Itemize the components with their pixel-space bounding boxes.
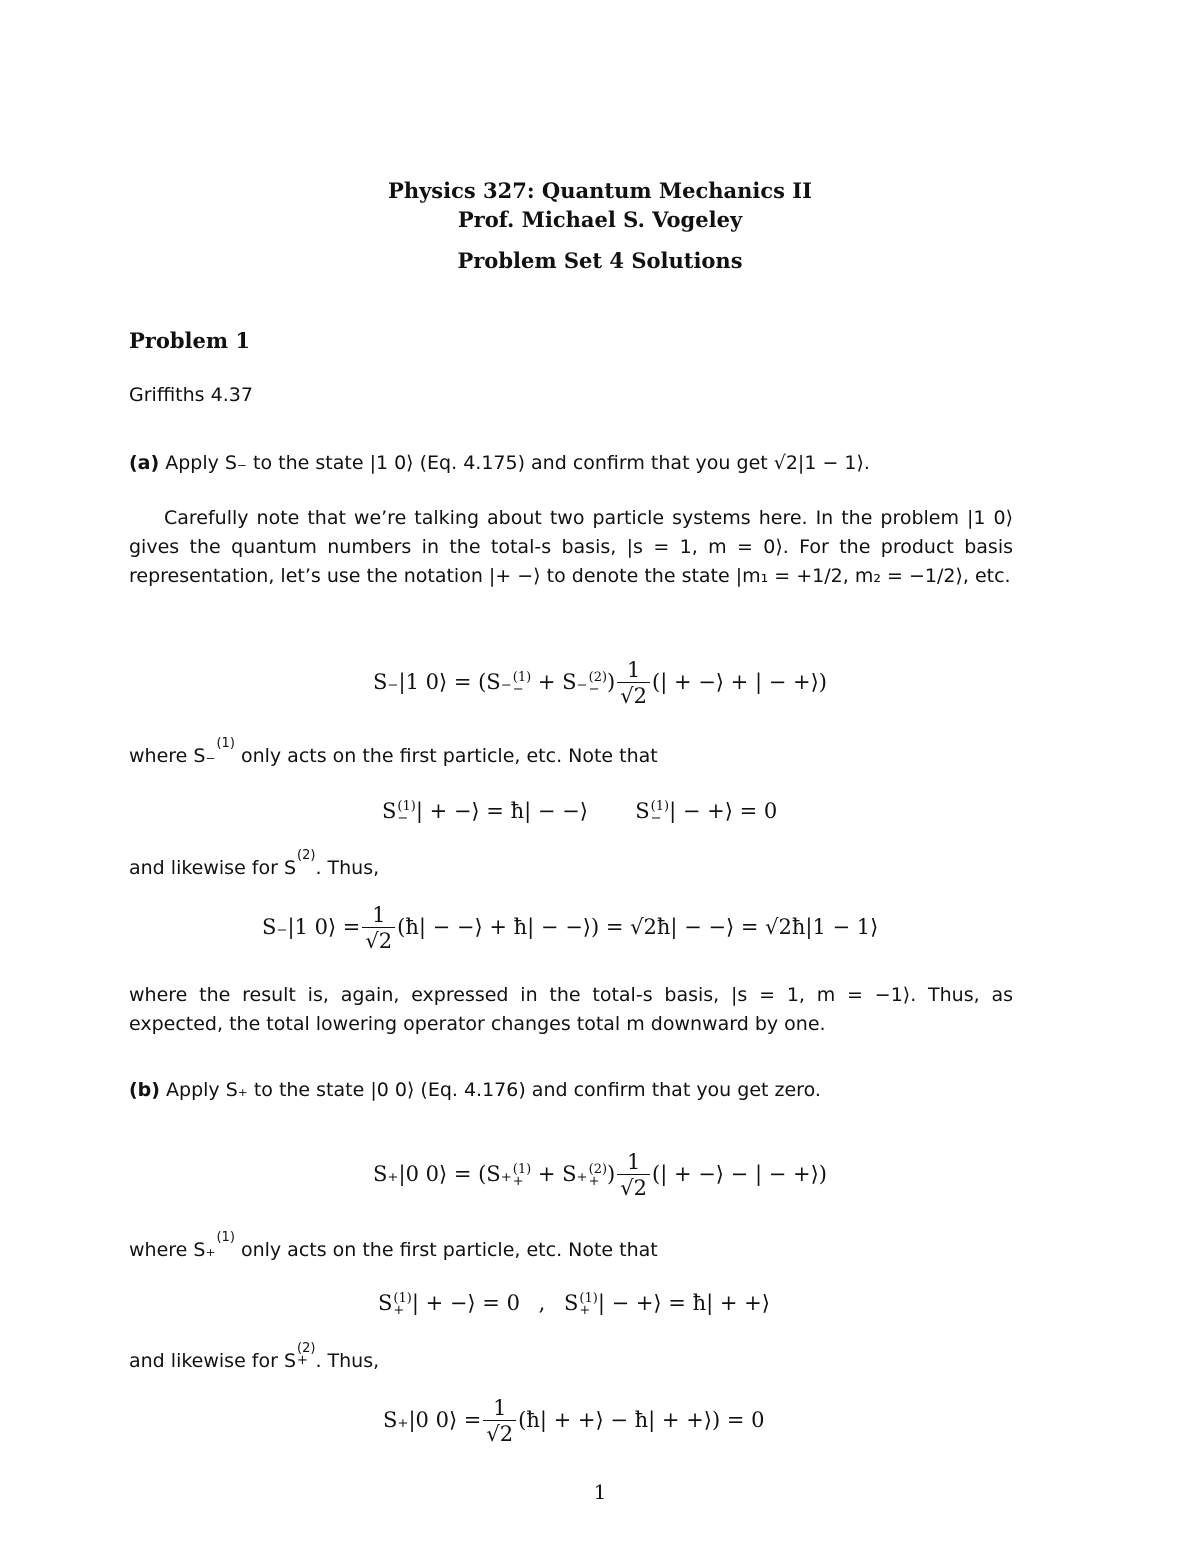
eq-b1-sub-1: + (512, 1173, 524, 1189)
part-b-likewise (129, 1341, 380, 1376)
eq-b1-fraction (617, 1150, 650, 1201)
eq-a1-sub-2: − (588, 681, 600, 697)
eq-a2-s1: S (382, 799, 397, 823)
part-a-paragraph: Carefully note that we’re talking about two particle systems here. In the problem |1 0⟩ gives the quantum numbers in the total-s basis, |s = 1, m = 0⟩. For the product basis representation, let’s use the notation |+ −⟩ to denote the state |m₁ = +1/2, m₂ = −1/2⟩, etc. (129, 507, 1013, 587)
part-a-equation-2 (382, 799, 777, 825)
where-b-supsub (216, 1232, 234, 1244)
likewise-b-sup: (2) (297, 1341, 316, 1356)
eq-a2-term-b: | − +⟩ = 0 (669, 799, 778, 823)
eq-a1-sup-2: (2) (588, 669, 608, 685)
part-b-where-line (129, 1230, 658, 1265)
document-title: Problem Set 4 Solutions (457, 248, 743, 273)
eq-b3-rhs: (ħ| + +⟩ − ħ| + +⟩) = 0 (518, 1408, 765, 1432)
where-b-sup: (1) (216, 1230, 235, 1245)
part-a-prompt-text: Apply S₋ to the state |1 0⟩ (Eq. 4.175) and confirm that you get √2|1 − 1⟩. (165, 452, 870, 474)
eq-b1-plus: + S₊ (531, 1162, 588, 1186)
eq-b2-sub-1: + (393, 1302, 405, 1318)
fraction-denominator: √2 (617, 682, 650, 709)
eq-a1-close: ) (607, 670, 616, 694)
eq-b1-supsub-2 (588, 1161, 608, 1189)
part-a-result: where the result is, again, expressed in the total-s basis, |s = 1, m = −1⟩. Thus, as expected, the total lowering operator changes total m downward by one. (129, 984, 1013, 1035)
eq-a2-supsub-2 (650, 798, 670, 826)
eq-a1-sup-1: (1) (512, 669, 532, 685)
eq-a1-lhs: S₋|1 0⟩ = (S₋ (373, 670, 512, 694)
page-number: 1 (593, 1480, 607, 1504)
eq-a1-fraction (617, 658, 650, 709)
fraction-denominator: √2 (483, 1420, 516, 1447)
eq-b1-supsub-1 (512, 1161, 532, 1189)
eq-b1-sup-1: (1) (512, 1161, 532, 1177)
fraction-numerator: 1 (626, 658, 641, 682)
eq-a1-rhs: (| + −⟩ + | − +⟩) (652, 670, 827, 694)
likewise-text: and likewise for S (129, 857, 297, 879)
part-a-where-line (129, 736, 658, 771)
fraction-numerator: 1 (493, 1396, 507, 1420)
part-a-equation-3 (262, 903, 878, 954)
part-b-equation-2 (378, 1291, 770, 1317)
eq-b2-supsub-2 (579, 1290, 598, 1318)
eq-a3-fraction (362, 903, 395, 954)
part-a-equation-1 (0, 658, 1200, 709)
part-a-prompt (129, 449, 870, 478)
fraction-denominator: √2 (617, 1174, 650, 1201)
likewise-thus: . Thus, (315, 857, 380, 879)
eq-b2-sup-1: (1) (393, 1290, 412, 1306)
likewise-b-supsub (297, 1343, 315, 1367)
eq-a2-s2: S (635, 799, 650, 823)
fraction-denominator: √2 (362, 927, 395, 954)
eq-a2-sub-2: − (650, 810, 662, 826)
likewise-b-text: and likewise for S (129, 1350, 297, 1372)
eq-b1-rhs: (| + −⟩ − | − +⟩) (652, 1162, 827, 1186)
eq-b2-s1: S (378, 1291, 393, 1315)
problem-reference: Griffiths 4.37 (129, 384, 253, 406)
problem-heading: Problem 1 (129, 328, 251, 353)
eq-a1-sub-1: − (512, 681, 524, 697)
fraction-numerator: 1 (372, 903, 386, 927)
eq-b1-sup-2: (2) (588, 1161, 608, 1177)
eq-b2-s2: S (564, 1291, 579, 1315)
where-b-text: where S₊ (129, 1239, 216, 1261)
eq-a3-rhs: (ħ| − −⟩ + ħ| − −⟩) = √2ħ| − −⟩ = √2ħ|1 − 1⟩ (397, 915, 879, 939)
likewise-b-sub: + (297, 1353, 308, 1368)
part-b-prompt (129, 1076, 821, 1105)
eq-b3-fraction (483, 1396, 516, 1447)
part-b-equation-1 (0, 1150, 1200, 1201)
eq-a2-sup-2: (1) (650, 798, 670, 814)
eq-b2-supsub-1 (393, 1290, 412, 1318)
eq-a2-sup-1: (1) (397, 798, 416, 814)
eq-a1-supsub-1 (512, 669, 532, 697)
where-sup: (1) (216, 736, 235, 751)
eq-a1-plus: + S₋ (531, 670, 588, 694)
eq-b2-term-b: | − +⟩ = ħ| + +⟩ (597, 1291, 770, 1315)
eq-a2-supsub-1 (397, 798, 416, 826)
professor-name: Prof. Michael S. Vogeley (457, 207, 743, 232)
where-b-rest: only acts on the first particle, etc. Note that (234, 1239, 658, 1261)
likewise-sup: (2) (297, 848, 316, 863)
eq-a3-lhs: S₋|1 0⟩ = (262, 915, 361, 939)
fraction-numerator: 1 (626, 1150, 641, 1174)
likewise-supsub (297, 850, 315, 862)
eq-a2-term-a: | + −⟩ = ħ| − −⟩ (415, 799, 588, 823)
part-a-likewise (129, 848, 380, 883)
eq-b1-sub-2: + (588, 1173, 600, 1189)
course-title: Physics 327: Quantum Mechanics II (388, 178, 812, 203)
likewise-b-thus: . Thus, (315, 1350, 380, 1372)
eq-a1-supsub-2 (588, 669, 608, 697)
part-a-label: (a) (129, 452, 160, 474)
part-b-equation-3 (383, 1396, 764, 1447)
eq-a2-sub-1: − (397, 810, 409, 826)
eq-b2-separator: , (538, 1291, 546, 1315)
eq-b1-lhs: S₊|0 0⟩ = (S₊ (373, 1162, 512, 1186)
eq-b2-sup-2: (1) (579, 1290, 598, 1306)
eq-b2-term-a: | + −⟩ = 0 (411, 1291, 520, 1315)
where-text: where S₋ (129, 745, 216, 767)
where-rest: only acts on the first particle, etc. Note that (234, 745, 658, 767)
part-b-prompt-text: Apply S₊ to the state |0 0⟩ (Eq. 4.176) and confirm that you get zero. (166, 1079, 821, 1101)
eq-b1-close: ) (607, 1162, 616, 1186)
where-supsub (216, 738, 234, 750)
part-b-label: (b) (129, 1079, 160, 1101)
eq-b2-sub-2: + (579, 1302, 591, 1318)
eq-b3-lhs: S₊|0 0⟩ = (383, 1408, 482, 1432)
